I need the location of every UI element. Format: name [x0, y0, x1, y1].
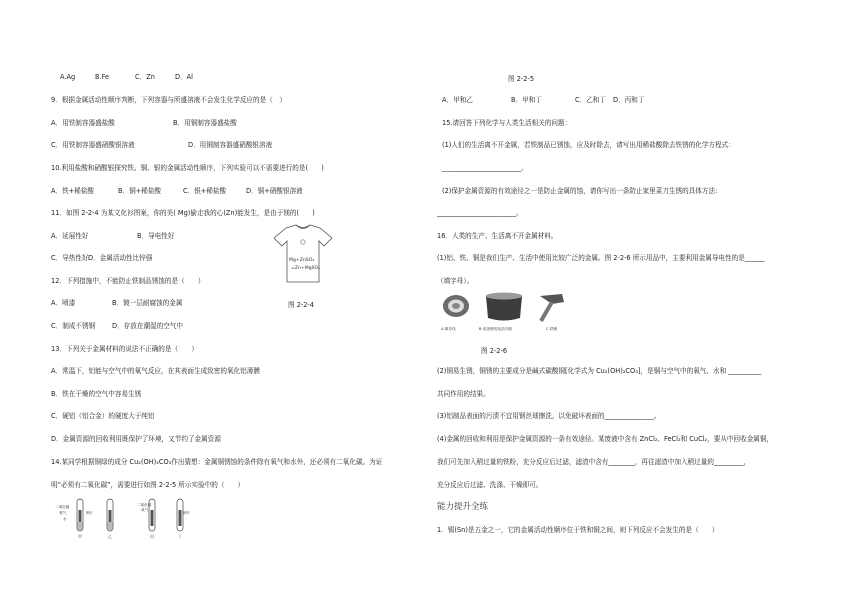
tube-annotation-co2-2: 二氧化碳	[137, 503, 152, 507]
q16-part2: (2)铜易生锈，铜锈的主要成分是碱式碳酸铜[化学式为 Cu₂(OH)₂CO₃]，是铜与空气中的氧气、水和 __________	[437, 367, 762, 375]
tshirt-figure	[272, 224, 334, 284]
q12-option-b: B．镀一层耐腐蚀的金属	[112, 299, 183, 307]
q15-part2-blank: ________________________。	[437, 209, 523, 217]
option-a: A．用铁制容器盛盐酸	[51, 119, 115, 127]
question-14-line2: 明“必须有二氧化碳”，需要进行如图 2-2-5 所示实验中的（ ）	[51, 481, 245, 489]
q11-option-c: C．导热性好	[51, 254, 89, 262]
q10-options	[51, 187, 303, 196]
question-13: 13．下列关于金属材料的说法不正确的是（ ）	[51, 345, 198, 353]
q11-option-d: D．金属活动性比锌强	[88, 254, 153, 262]
figure-2-2-6-caption: 图 2-2-6	[481, 347, 508, 355]
q13-option-b: B．铁在干燥的空气中容易生锈	[51, 390, 142, 398]
tube-label-yi: 乙	[108, 534, 112, 539]
question-12: 12．下列措施中，不能防止铁制品锈蚀的是（ ）	[51, 277, 205, 285]
tube-annotation-co2-1: 二氧化碳	[55, 505, 70, 509]
option-d: D．铜+硝酸银溶液	[246, 187, 303, 195]
option-d: D．Al	[175, 73, 194, 81]
q16-part1: (1)铝、铁、铜是我们生产、生活中使用比较广泛的金属。图 2-2-6 所示用品中，主要利用金属导电性的是______	[437, 254, 765, 262]
q13-option-d: D．金属资源的回收利用既保护了环境，又节约了金属资源	[51, 435, 221, 443]
q15-part1-blank: ________________________。	[442, 164, 528, 172]
figure-2-2-5-caption: 图 2-2-5	[508, 75, 535, 83]
q9-options-row1	[51, 119, 237, 128]
item-label-b: B.电饭煲的铝质内胆	[479, 327, 513, 331]
section-heading: 能力提升全练	[437, 502, 489, 512]
question-11: 11．如图 2-2-4 为某文化衫图案，你的美( Mg)偷走我的心(Zn)能发生，是由于镁的( )	[51, 209, 315, 217]
q13-option-a: A．常温下，铝能与空气中的氧气反应，在其表面生成致密的氧化铝薄膜	[51, 367, 260, 375]
option-d: D．用铜制容器盛硝酸银溶液	[188, 141, 273, 149]
item-label-a: A.铜导线	[441, 327, 456, 331]
tube-annotation-o2-1: 氧气	[59, 511, 67, 515]
tube-annotation-copper-1: 铜片	[86, 511, 94, 515]
figure-2-2-6	[438, 290, 578, 334]
option-c: C．乙和丁	[575, 96, 606, 104]
q13-option-c: C．硬铝（铝合金）的硬度大于纯铝	[51, 412, 155, 420]
option-b: B.Fe	[95, 73, 110, 81]
test-tube-figure	[55, 496, 205, 542]
question-15: 15.请回答下列化学与人类生活相关的问题：	[442, 119, 572, 127]
q8-options	[60, 73, 193, 82]
option-b: B．铜+稀盐酸	[118, 187, 162, 195]
tube-annotation-copper-2: 铜片	[183, 511, 191, 515]
q9-options-row2	[51, 141, 272, 150]
tube-label-bing: 丙	[150, 534, 154, 539]
shirt-equation-line2: =Zn+MgSO₄	[291, 266, 321, 271]
question-16: 16．人类的生产、生活离不开金属材料。	[437, 232, 558, 240]
option-b: B．甲和丁	[511, 96, 542, 104]
question-14-line1: 14.某同学根据铜绿的成分 Cu₂(OH)₂CO₃作出猜想：金属铜锈蚀的条件除有氧气和水外，还必须有二氧化碳。为证	[51, 458, 383, 466]
question-9: 9．根据金属活动性顺序判断，下列容器与所盛溶液不会发生化学反应的是（ ）	[51, 96, 286, 104]
item-label-c: C.铁锤	[546, 327, 558, 331]
option-a: A．甲和乙	[442, 96, 473, 104]
q12-option-a: A．喷漆	[51, 299, 76, 307]
ability-question-1: 1．锡(Sn)是五金之一，它的金属活动性顺序位于铁和铜之间，则下列反应不会发生的是（ ）	[437, 526, 719, 534]
q16-part4-b: 我们可先加入稍过量的铁粉，充分反应后过滤，滤渣中含有________，再往滤渣中加入稍过量的_________，	[437, 458, 751, 466]
option-c: C．Zn	[135, 73, 155, 81]
option-a: A．铁+稀盐酸	[51, 187, 95, 195]
q15-part1: (1)人们的生活离不开金属，若铁制品已锈蚀，应及时除去，请写出用稀盐酸除去铁锈的化学方程式：	[442, 141, 735, 149]
iron-hammer-image	[539, 294, 564, 322]
tube-annotation-water-1: 水	[63, 517, 67, 521]
q15-part2: (2)保护金属资源的有效途径之一是防止金属的蚀，请你写出一条防止家里菜刀生锈的具体方法：	[442, 187, 722, 195]
option-b: B．用铜制容器盛盐酸	[173, 119, 237, 127]
q16-part2-b: 共同作用的结果。	[437, 390, 490, 398]
copper-wire-image	[443, 295, 469, 317]
option-d: D．丙和丁	[613, 96, 645, 104]
q12-option-d: D．存放在潮湿的空气中	[112, 322, 184, 330]
option-c: C．银+稀盐酸	[183, 187, 227, 195]
tube-annotation-o2-2: 氧气	[141, 508, 149, 512]
figure-2-2-4-caption: 图 2-2-4	[288, 301, 315, 309]
q12-option-c: C．制成不锈钢	[51, 322, 96, 330]
q16-part1-b: （填字母）。	[437, 277, 474, 285]
q16-part3: (3)铝制品表面的污渍不宜用钢丝球擦洗，以免破坏表面的_______________。	[437, 412, 661, 420]
question-10: 10.利用盐酸和硝酸银探究铁、铜、银的金属活动性顺序，下列实验可以不需要进行的是( )	[51, 164, 324, 172]
option-a: A.Ag	[60, 73, 76, 81]
q16-part4: (4)金属的回收和利用是保护金属资源的一条有效途径。某废液中含有 ZnCl₂、FeCl₂和 CuCl₂，要从中回收金属铜，	[437, 435, 774, 443]
tube-label-ding: 丁	[178, 534, 182, 539]
q16-part4-c: 充分反应后过滤、洗涤、干燥即可。	[437, 481, 543, 489]
tube-label-jia: 甲	[78, 534, 82, 539]
rice-cooker-pot-image	[486, 293, 522, 321]
q14-options	[442, 96, 644, 105]
option-c: C．用铁制容器盛硝酸银溶液	[51, 141, 135, 149]
q11-option-a: A．延展性好	[51, 232, 89, 240]
q11-option-b: B．导电性好	[137, 232, 175, 240]
shirt-equation-line1: Mg+ZnSO₄	[289, 258, 315, 263]
